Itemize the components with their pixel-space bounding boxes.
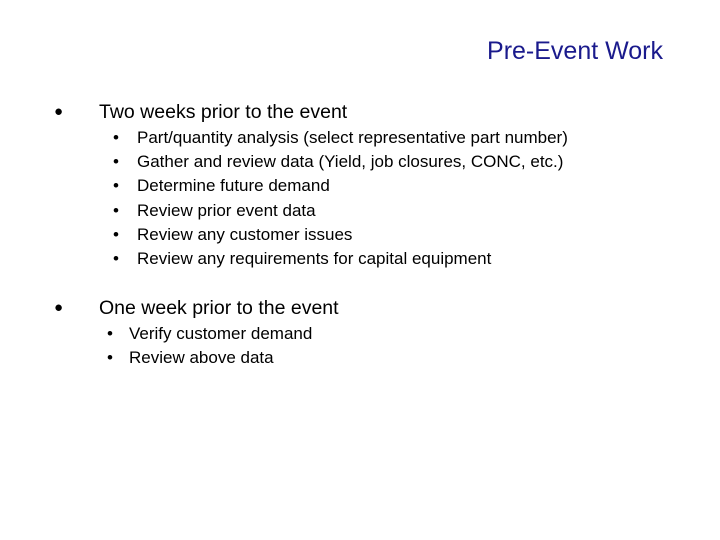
list-item-text: Determine future demand	[137, 176, 330, 196]
section-heading-text: Two weeks prior to the event	[99, 101, 348, 123]
list-item-text: Review prior event data	[137, 200, 316, 220]
sub-bullet-list	[54, 322, 339, 370]
list-item	[113, 126, 568, 150]
list-item	[113, 223, 568, 247]
bullet-dot-icon: •	[113, 128, 119, 147]
section-one-week	[54, 296, 339, 370]
list-item-text: Review any requirements for capital equipment	[137, 249, 492, 269]
list-item	[107, 322, 339, 346]
bullet-dot-icon: •	[107, 348, 113, 368]
list-item-text: Part/quantity analysis (select representative part number)	[137, 128, 568, 147]
bullet-dot-icon: •	[113, 249, 119, 269]
bullet-dot-icon: •	[113, 176, 119, 196]
slide-title: Pre-Event Work	[487, 37, 663, 65]
list-item	[113, 174, 568, 198]
round-bullet-icon: ●	[54, 299, 64, 316]
bullet-dot-icon: •	[113, 224, 119, 244]
list-item	[107, 346, 339, 370]
list-item-text: Review any customer issues	[137, 224, 353, 244]
list-item-text: Review above data	[129, 348, 274, 368]
section-heading	[54, 100, 568, 124]
sub-bullet-list	[54, 126, 568, 271]
section-two-weeks	[54, 100, 568, 271]
bullet-dot-icon: •	[113, 152, 119, 172]
round-bullet-icon: ●	[54, 103, 64, 120]
section-heading-text: One week prior to the event	[99, 297, 339, 319]
bullet-dot-icon: •	[107, 324, 113, 343]
list-item	[113, 247, 568, 271]
bullet-dot-icon: •	[113, 200, 119, 220]
list-item-text: Gather and review data (Yield, job closures, CONC, etc.)	[137, 152, 564, 172]
list-item	[113, 150, 568, 174]
section-heading	[54, 296, 339, 320]
list-item	[113, 199, 568, 223]
list-item-text: Verify customer demand	[129, 324, 313, 343]
